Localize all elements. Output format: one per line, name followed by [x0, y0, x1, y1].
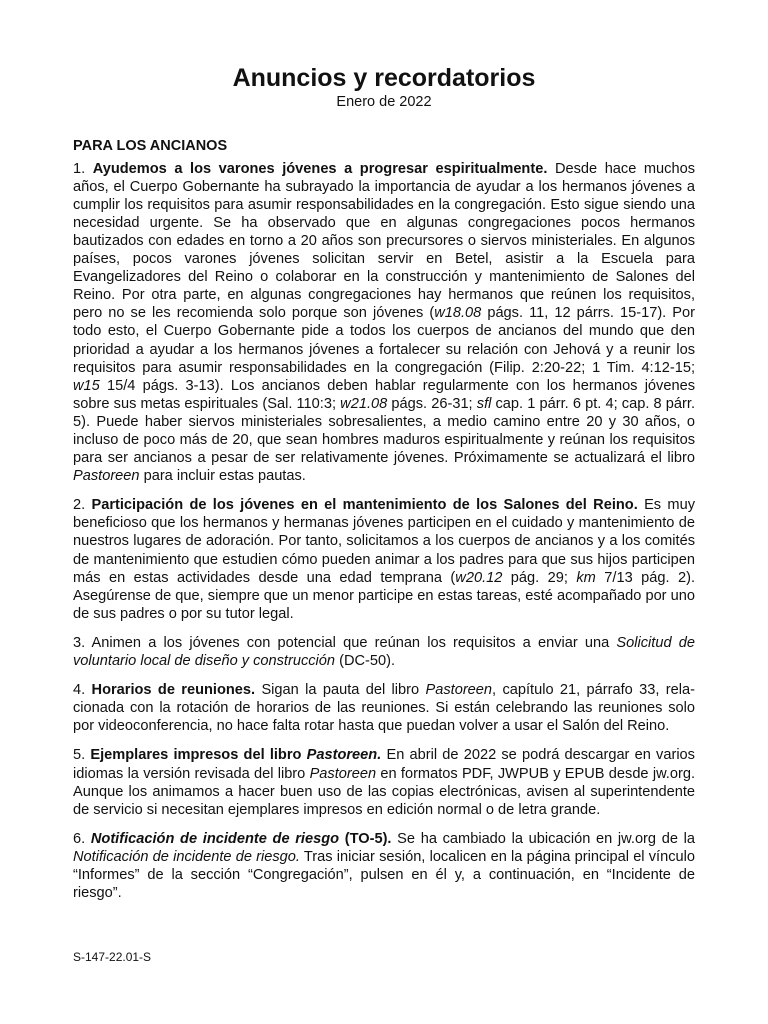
paragraph-5: 5. Ejemplares impresos del libro Pastoreen. En abril de 2022 se podrá descargar en varios idiomas la versión revisada del libro Pastoreen en formatos PDF, JWPUB y EPUB desde jw.org. Aunque los animamos a hacer buen uso de las copias electrónicas, avisen al superintendente de servicio si necesitan ejemplares impresos en edición normal o de letra grande. — [73, 747, 696, 818]
section-heading: PARA LOS ANCIANOS — [73, 137, 228, 154]
paragraph-6-heading: Notificación de incidente de riesgo — [90, 830, 340, 847]
page-date: Enero de 2022 — [336, 93, 432, 110]
paragraph-5-heading: Ejemplares impresos del libro — [90, 747, 307, 764]
paragraph-4: 4. Horarios de reuniones. Sigan la pauta del libro Pastoreen, capítulo 21, párrafo 33, relacionada con la rotación de horarios de las reuniones. Si están celebrando las reuniones solo por videoconferencia, no hace falta rotar hasta que puedan volver a usar el Salón del Reino. — [73, 682, 696, 735]
paragraph-1-heading: Ayudemos a los varones jóvenes a progresar espiritualmente. — [92, 160, 548, 177]
paragraph-1: 1. Ayudemos a los varones jóvenes a progresar espiritualmente. Desde hace muchos años, el Cuerpo Gobernante ha subrayado la importancia de ayudar a los hermanos jóvenes a cumplir los requisitos para asumir responsabilidades en la congregación. Esto sigue siendo una necesidad urgente. Se ha observado que en algunas congregaciones pocos hermanos bautizados con edades en torno a 20 años son precursores o siervos ministeriales. En algunos países, pocos varones jóvenes solicitan servir en Betel, asistir a la Escuela para Evangelizadores del Reino o colaborar en la construcción y mantenimiento de Salones del Reino. Por otra parte, en algunas congregaciones hay hermanos que reúnen los requisitos, pero no se les recomienda solo porque son jóvenes (w18.08 págs. 11, 12 párrs. 15-17). Por todo esto, el Cuerpo Gobernante pide a todos los cuerpos de ancianos del mundo que den prioridad a ayudar a los hermanos jóvenes a fortalecer su relación con Jehová y a reunir los requisitos para asumir responsabilidades en la congregación (Filip. 2:20-22; 1 Tim. 4:12-15; w15 15/4 págs. 3-13). Los ancianos deben hablar regularmente con los hermanos jóvenes sobre sus metas espirituales (Sal. 110:3; w21.08 págs. 26-31; sfl cap. 1 párr. 6 pt. 4; cap. 8 párr. 5). Puede haber siervos ministeriales sobresalientes, a medio camino entre 20 y 30 años, o incluso de poco más de 20, que sean hombres maduros espiritualmente y reúnan los requisitos para ser ancianos a pesar de ser relativamente jóvenes. Próximamente se actualizará el libro Pastoreen para incluir estas pautas. — [73, 160, 696, 485]
paragraph-4-heading: Horarios de reuniones. — [91, 682, 256, 699]
paragraph-3: 3. Animen a los jóvenes con potencial que reúnan los requisitos a enviar una Solicitud de voluntario local de diseño y construcción (DC-50). — [73, 634, 695, 670]
paragraph-2-heading: Participación de los jóvenes en el mantenimiento de los Salones del Reino. — [91, 497, 638, 514]
paragraph-2: 2. Participación de los jóvenes en el mantenimiento de los Salones del Reino. Es muy beneficioso que los hermanos y hermanas jóvenes participen en el cuidado y mantenimiento de nuestros lugares de adoración. Por tanto, solicitamos a los cuerpos de ancianos y a los comités de mantenimiento que estudien cómo pueden animar a los padres para que sus hijos participen más en estas actividades desde una edad temprana (w20.12 pág. 29; km 7/13 pág. 2). Asegúrense de que, siempre que un menor participe en estas tareas, esté acompañado por uno de sus padres o por su tutor legal. — [73, 497, 695, 622]
page-title: Anuncios y recordatorios — [232, 64, 536, 92]
footer-code: S-147-22.01-S — [73, 950, 152, 964]
paragraph-6: 6. Notificación de incidente de riesgo (TO-5). Se ha cambiado la ubicación en jw.org de la Notificación de incidente de riesgo. Tras iniciar sesión, localicen en la página principal el vínculo “Informes” de la sección “Congregación”, pulsen en él y, a continuación, en “Incidente de riesgo”. — [73, 830, 696, 902]
